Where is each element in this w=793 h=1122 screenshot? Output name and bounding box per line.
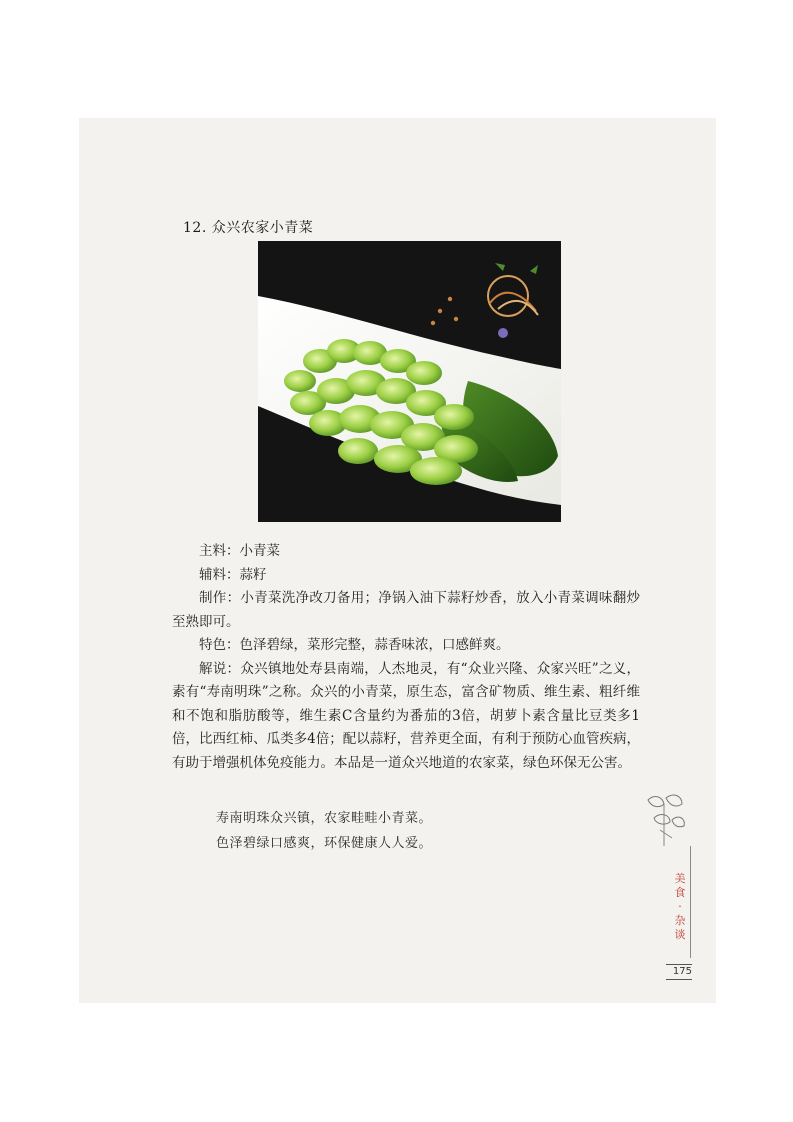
- commentary-text: 解说：众兴镇地处寿县南端，人杰地灵，有“众业兴隆、众家兴旺”之义，素有“寿南明珠”之称。众兴的小青菜，原生态，富含矿物质、维生素、粗纤维和不饱和脂肪酸等，维生素C含量约为番茄的3倍，胡萝卜素含量比豆类多1倍，比西红柿、瓜类多4倍；配以蒜籽，营养更全面，有利于预防心血管疾病，有助于增强机体免疫能力。本品是一道众兴地道的农家菜，绿色环保无公害。: [172, 660, 640, 771]
- main-ingredient: 主料：小青菜: [199, 543, 280, 559]
- side-divider: [690, 846, 691, 958]
- poem-line: 寿南明珠众兴镇，农家畦畦小青菜。: [216, 811, 433, 826]
- dish-photo: [258, 241, 561, 522]
- floral-ornament-icon: [640, 790, 690, 850]
- recipe-body: [172, 540, 640, 775]
- features-text: 特色：色泽碧绿，菜形完整，蒜香味浓，口感鲜爽。: [199, 637, 510, 653]
- auxiliary-ingredient: 辅料：蒜籽: [199, 566, 267, 583]
- preparation-text: 制作：小青菜洗净改刀备用；净锅入油下蒜籽炒香，放入小青菜调味翻炒至熟即可。: [172, 590, 640, 630]
- poem: [216, 806, 432, 856]
- page-number: 175: [666, 964, 692, 980]
- recipe-title: 12. 众兴农家小青菜: [183, 220, 314, 236]
- section-label: 美食 · 杂谈: [674, 872, 686, 941]
- poem-line: 色泽碧绿口感爽，环保健康人人爱。: [216, 836, 433, 851]
